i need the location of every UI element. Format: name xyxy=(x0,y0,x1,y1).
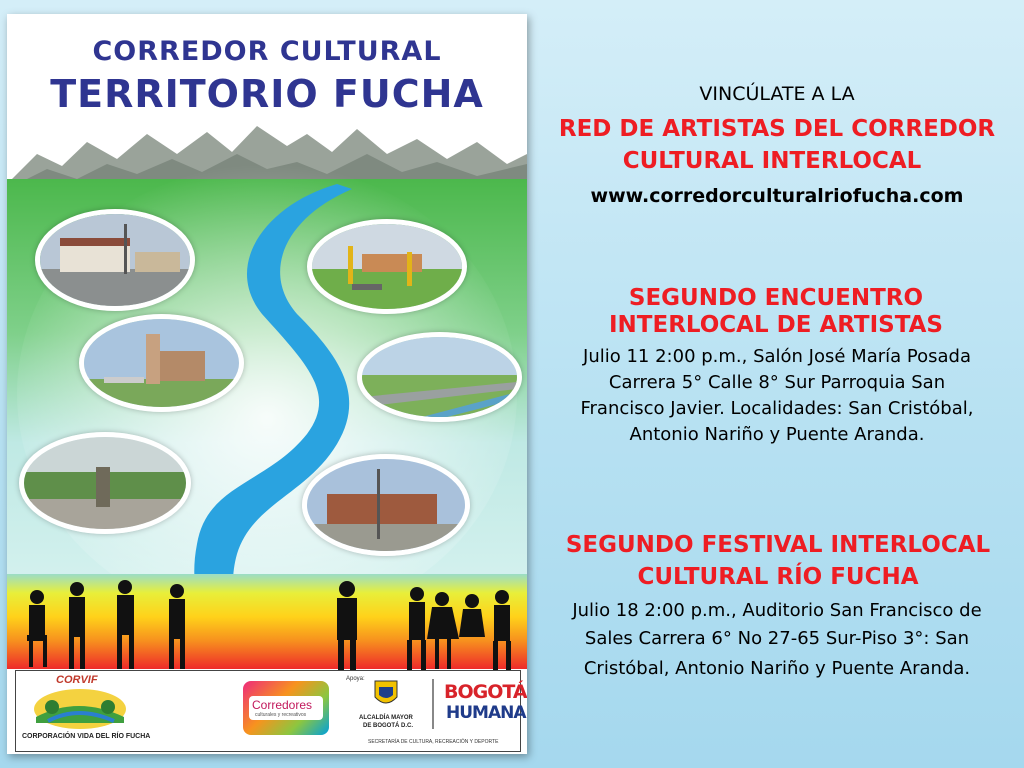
event2-details-line1: Julio 18 2:00 p.m., Auditorio San Francisco de xyxy=(572,600,982,621)
event1-details-line1: Julio 11 2:00 p.m., Salón José María Posada xyxy=(583,346,971,367)
alcaldia-line2: DE BOGOTÁ D.C. xyxy=(363,723,414,729)
event1-details-line2: Carrera 5° Calle 8° Sur Parroquia San xyxy=(608,372,946,393)
corvif-name: CORPORACIÓN VIDA DEL RÍO FUCHA xyxy=(22,733,151,740)
event1-title-line2: INTERLOCAL DE ARTISTAS xyxy=(608,312,944,338)
join-line: VINCÚLATE A LA xyxy=(699,83,855,105)
event1-title-line1: SEGUNDO ENCUENTRO xyxy=(628,285,924,311)
poster-title-line2: TERRITORIO FUCHA xyxy=(50,72,484,116)
secretaria-label: SECRETARÍA DE CULTURA, RECREACIÓN Y DEPORTE xyxy=(368,739,499,745)
bogota-humana-line1: BOGOTÁ xyxy=(444,681,527,703)
corvif-logo-word: CORVIF xyxy=(56,674,98,686)
event1-details-line4: Antonio Nariño y Puente Aranda. xyxy=(629,424,925,445)
event2-title-line1: SEGUNDO FESTIVAL INTERLOCAL xyxy=(565,532,991,558)
poster-title-line1: CORREDOR CULTURAL xyxy=(92,36,442,67)
photo-church xyxy=(79,314,244,412)
website-link[interactable]: www.corredorculturalriofucha.com xyxy=(590,185,964,207)
corredores-logo xyxy=(243,681,329,735)
event2-details-line3: Cristóbal, Antonio Nariño y Puente Aranda. xyxy=(583,658,971,679)
photo-river-park xyxy=(357,332,522,422)
apoya-label: Apoya: xyxy=(346,676,365,682)
event2-details-line2: Sales Carrera 6° No 27-65 Sur-Piso 3°: San xyxy=(584,628,970,649)
musicians-dancers-silhouettes xyxy=(7,569,527,674)
network-line1: RED DE ARTISTAS DEL CORREDOR xyxy=(558,116,996,142)
event2-title-line2: CULTURAL RÍO FUCHA xyxy=(637,564,919,590)
photo-houses xyxy=(35,209,195,311)
event-poster xyxy=(7,14,527,754)
photo-plaza-statue xyxy=(19,432,191,534)
bogota-coat-of-arms-icon xyxy=(373,679,399,709)
network-line2: CULTURAL INTERLOCAL xyxy=(622,148,922,174)
event1-details-line3: Francisco Javier. Localidades: San Cristóbal, xyxy=(580,398,974,419)
photo-buildings xyxy=(302,454,470,556)
alcaldia-line1: ALCALDÍA MAYOR xyxy=(359,715,413,721)
corredores-logo-word: Corredores xyxy=(252,698,313,712)
photo-giraffes xyxy=(307,219,467,314)
sponsor-footer xyxy=(15,670,527,752)
logo-divider xyxy=(432,679,434,729)
bogota-humana-line2: HUMANA xyxy=(446,703,526,723)
corredores-logo-sub: culturales y recreativos xyxy=(255,712,307,718)
